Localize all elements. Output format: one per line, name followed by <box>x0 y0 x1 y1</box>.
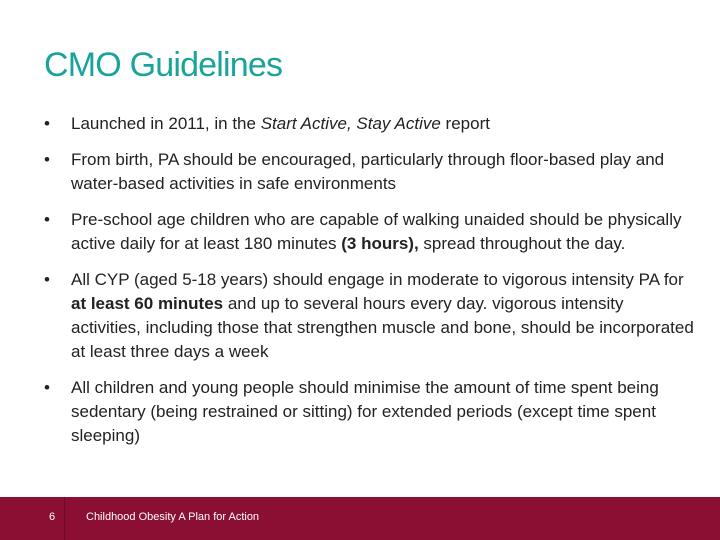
footer-bar <box>0 497 720 540</box>
bullet-sedentary <box>44 376 694 448</box>
bullet-text: spread throughout the day. <box>418 234 626 253</box>
bullet-marker: • <box>44 378 50 397</box>
bullet-emphasis: at least 60 minutes <box>71 294 224 313</box>
bullet-marker: • <box>44 150 50 169</box>
bullet-marker: • <box>44 210 50 229</box>
report-name: Start Active, Stay Active <box>260 114 441 133</box>
bullet-text: Launched in 2011, in the <box>71 114 261 133</box>
bullet-marker: • <box>44 114 50 133</box>
bullet-pre-school <box>44 208 694 256</box>
bullet-text: and up to several hours every day. vigorous intensity activities, including those that strengthen muscle and bone, should be incorporated at least three days a week <box>71 294 694 361</box>
slide-title: CMO Guidelines <box>44 46 283 84</box>
bullet-marker: • <box>44 270 50 289</box>
bullet-text: All CYP (aged 5-18 years) should engage in moderate to vigorous intensity PA for <box>71 270 684 289</box>
bullet-from-birth <box>44 148 694 196</box>
bullet-text: report <box>440 114 490 133</box>
bullet-cyp <box>44 268 694 364</box>
footer-divider <box>64 497 65 540</box>
bullet-text: Pre-school age children who are capable of walking unaided should be physically active daily for at least 180 minutes <box>71 210 682 253</box>
bullet-launched <box>44 112 694 136</box>
bullet-text: All children and young people should minimise the amount of time spent being sedentary (being restrained or sitting) for extended periods (except time spent sleeping) <box>71 378 659 445</box>
bullet-list <box>44 112 694 460</box>
bullet-emphasis: (3 hours), <box>341 234 419 253</box>
footer-title: Childhood Obesity A Plan for Action <box>86 511 260 523</box>
page-number: 6 <box>49 511 56 523</box>
bullet-text: From birth, PA should be encouraged, particularly through floor-based play and water-based activities in safe environments <box>71 150 665 193</box>
